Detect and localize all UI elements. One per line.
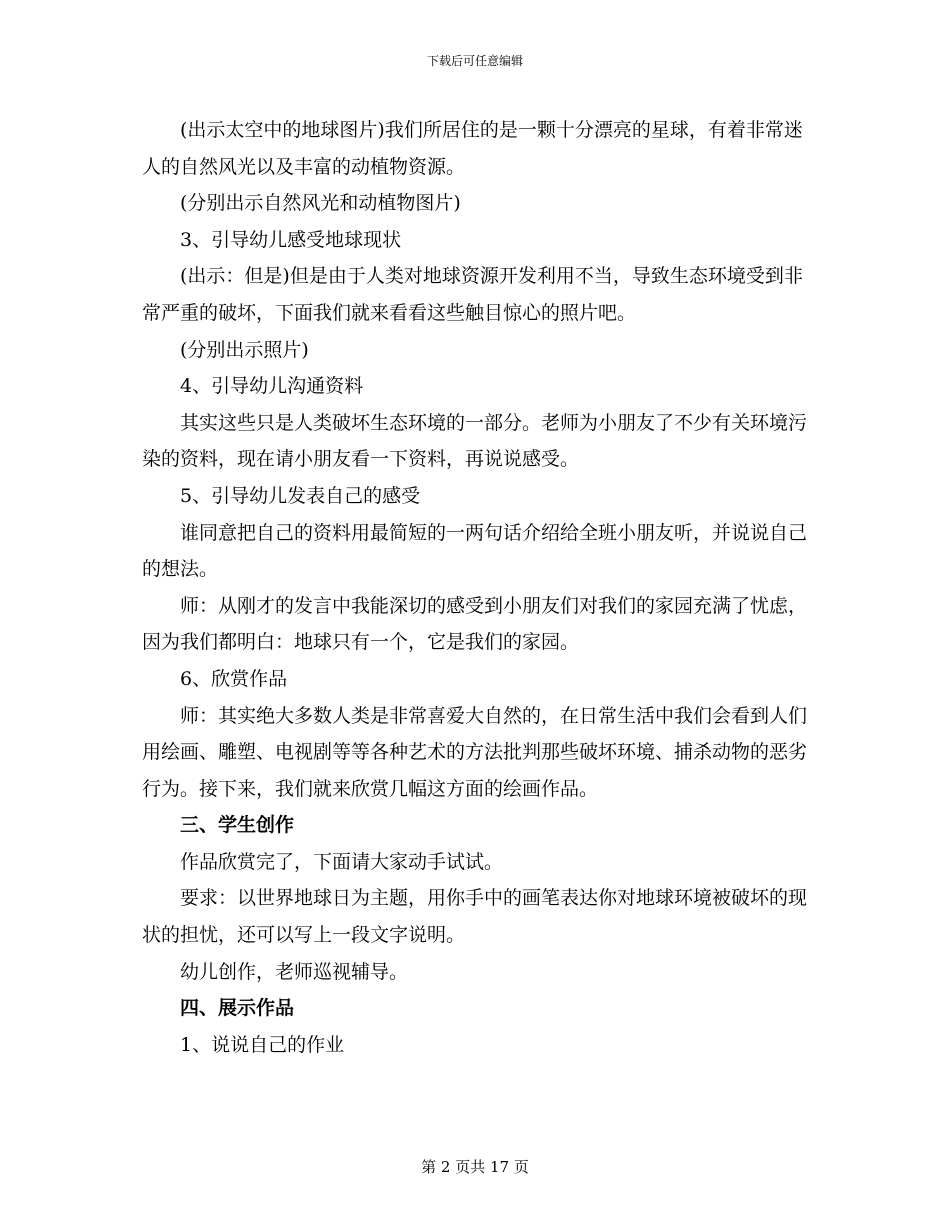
paragraph: 幼儿创作，老师巡视辅导。 bbox=[180, 960, 409, 983]
section-heading: 三、学生创作 bbox=[180, 814, 295, 837]
paragraph: 师：其实绝大多数人类是非常喜爱大自然的，在日常生活中我们会看到人们用绘画、雕塑、电视剧等等各种艺术的方法批判那些破坏环境、捕杀动物的恶劣行为。接下来，我们就来欣赏几幅这方面的绘画作品。 bbox=[142, 704, 808, 800]
paragraph: (出示：但是)但是由于人类对地球资源开发利用不当，导致生态环境受到非常严重的破坏，下面我们就来看看这些触目惊心的照片吧。 bbox=[142, 265, 803, 324]
paragraph: (分别出示照片) bbox=[180, 338, 309, 361]
paragraph: 要求：以世界地球日为主题，用你手中的画笔表达你对地球环境被破坏的现状的担忧，还可以写上一段文字说明。 bbox=[142, 887, 808, 947]
paragraph: (分别出示自然风光和动植物图片) bbox=[180, 192, 461, 215]
paragraph: 作品欣赏完了，下面请大家动手试试。 bbox=[180, 850, 504, 873]
section-heading: 四、展示作品 bbox=[180, 997, 295, 1020]
document-body bbox=[142, 112, 812, 1063]
section-item-heading: 6、欣赏作品 bbox=[180, 667, 288, 690]
page-number: 第 2 页共 17 页 bbox=[421, 1158, 529, 1176]
section-item-heading: 5、引导幼儿发表自己的感受 bbox=[180, 484, 421, 507]
paragraph: 谁同意把自己的资料用最简短的一两句话介绍给全班小朋友听，并说说自己的想法。 bbox=[142, 521, 808, 581]
paragraph: (出示太空中的地球图片)我们所居住的是一颗十分漂亮的星球，有着非常迷人的自然风光以及丰富的动植物资源。 bbox=[142, 119, 803, 178]
section-item-heading: 3、引导幼儿感受地球现状 bbox=[180, 228, 402, 251]
section-item-heading: 4、引导幼儿沟通资料 bbox=[180, 375, 364, 398]
paragraph: 其实这些只是人类破坏生态环境的一部分。老师为小朋友了不少有关环境污染的资料，现在请小朋友看一下资料，再说说感受。 bbox=[142, 411, 808, 471]
paragraph: 师：从刚才的发言中我能深切的感受到小朋友们对我们的家园充满了忧虑，因为我们都明白：地球只有一个，它是我们的家园。 bbox=[142, 594, 808, 654]
page-header: 下载后可任意编辑 bbox=[426, 54, 523, 68]
section-item-heading: 1、说说自己的作业 bbox=[180, 1033, 345, 1056]
